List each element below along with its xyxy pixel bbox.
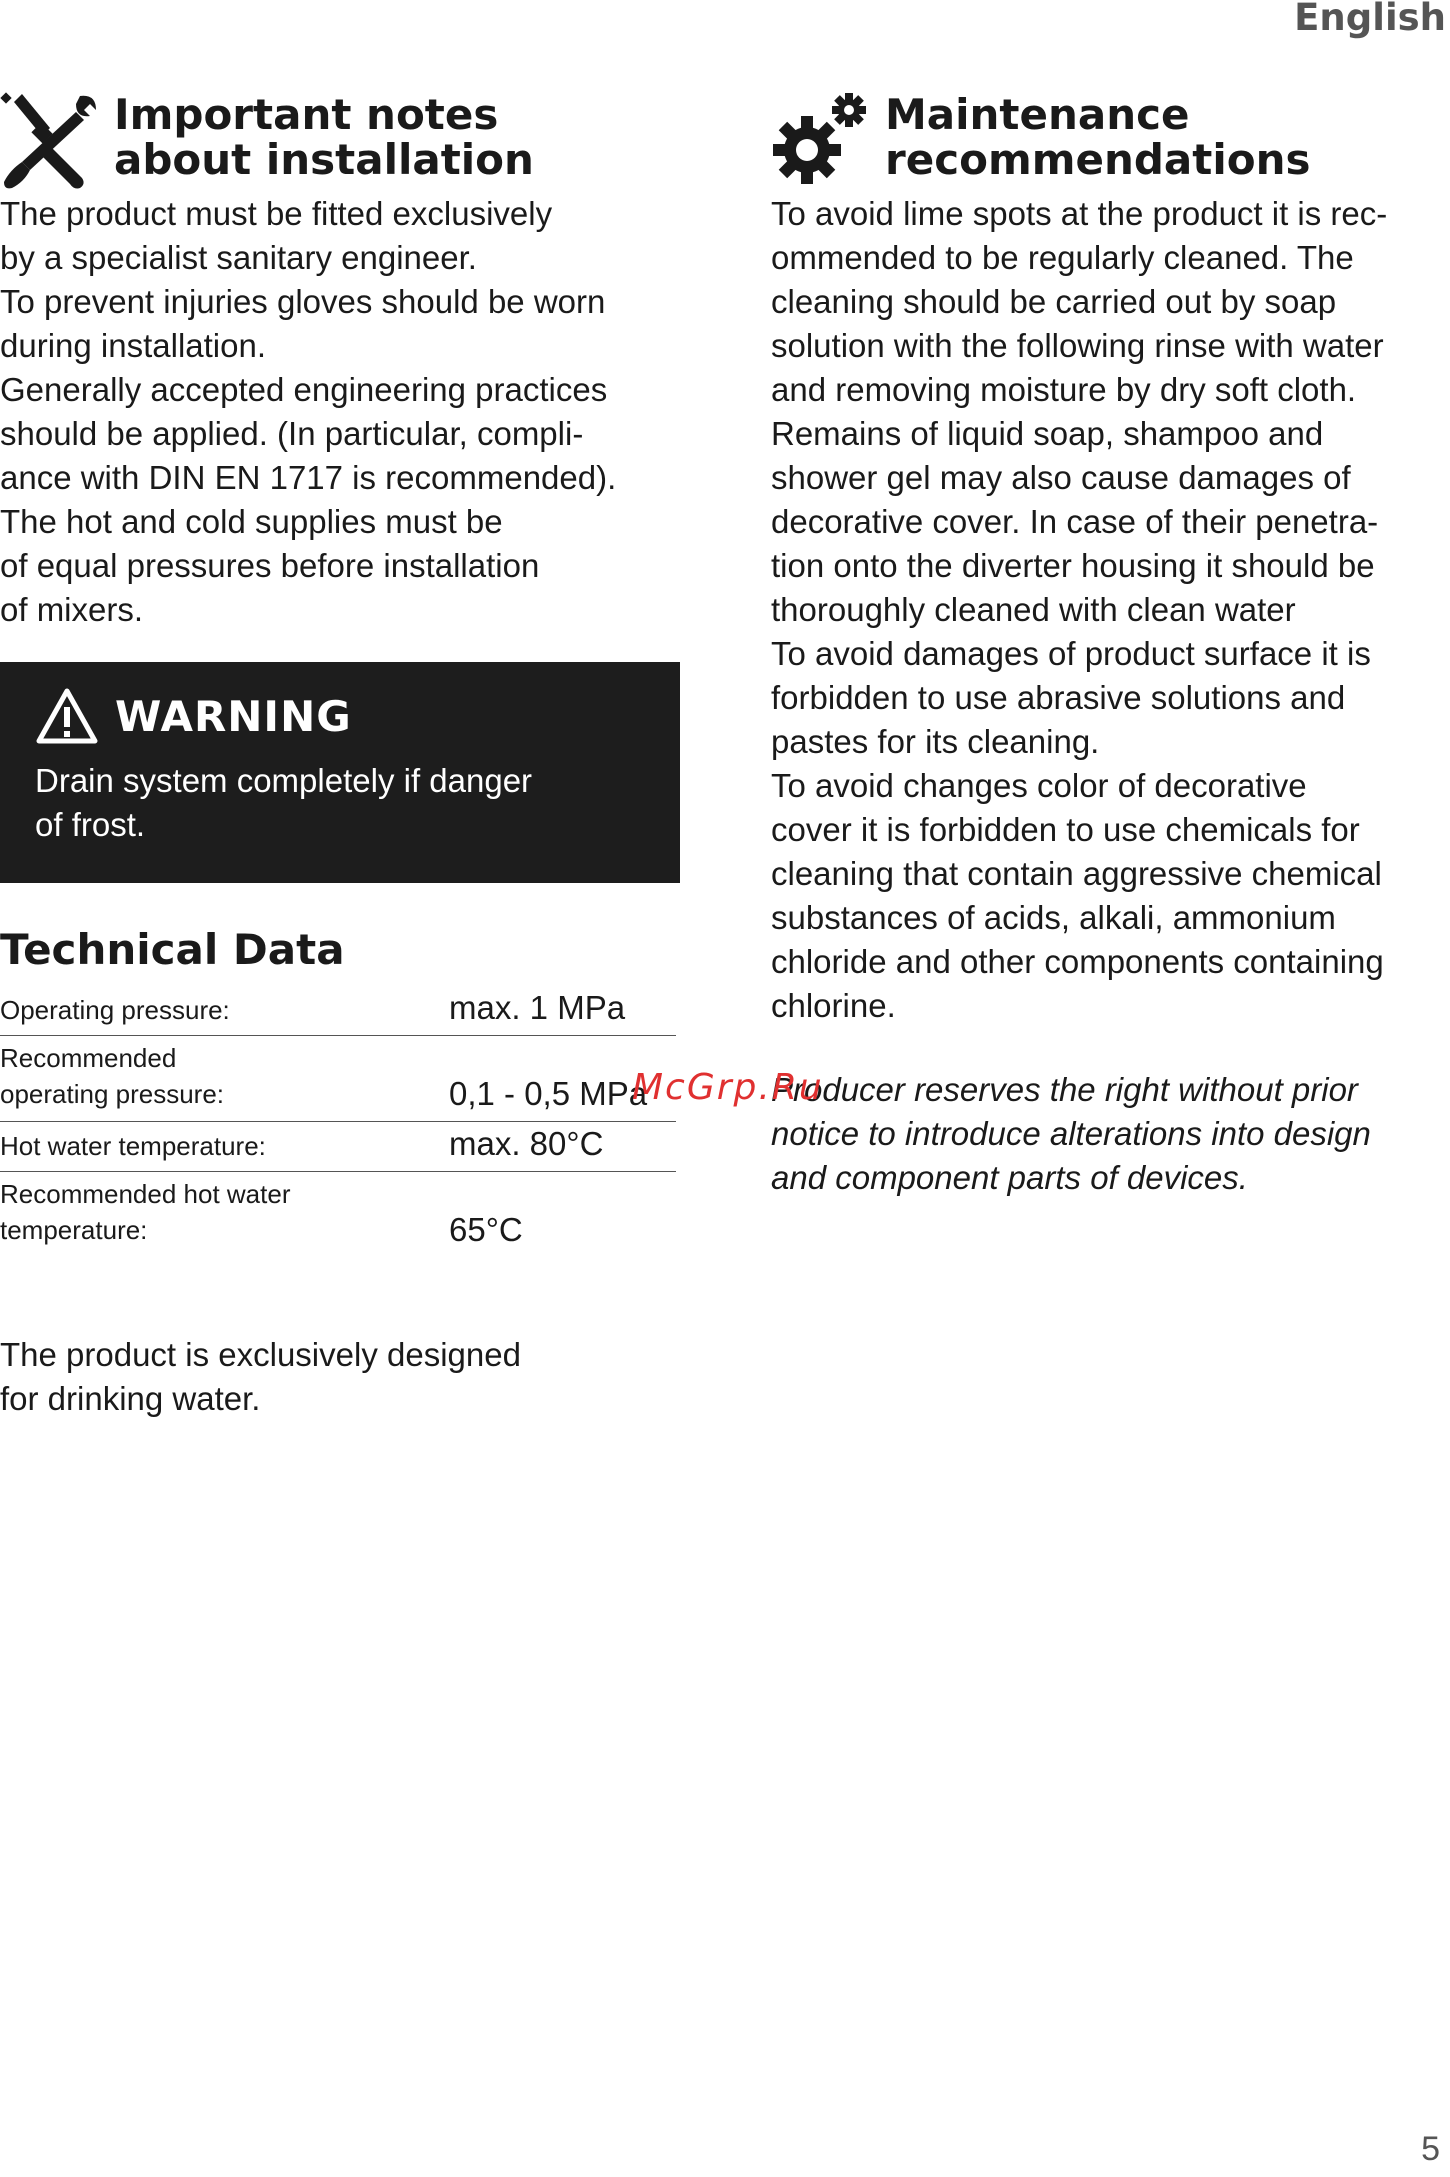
warning-header (35, 687, 352, 745)
tools-icon (0, 92, 100, 192)
row-label: Recommended operating pressure: (0, 1043, 225, 1109)
table-row (0, 1122, 676, 1172)
maintenance-section (771, 88, 1450, 1028)
producer-note: Producer reserves the right without prior notice to introduce alterations into design and component parts of devices. (771, 1071, 1371, 1196)
technical-data-title: Technical Data (0, 925, 345, 974)
row-label: Hot water temperature: (0, 1131, 266, 1161)
row-value: 0,1 - 0,5 MPa (449, 1075, 648, 1112)
language-label: English (1294, 0, 1446, 39)
installation-title: Important notes about installation (114, 90, 534, 184)
warning-box (0, 662, 680, 883)
row-value: max. 80°C (449, 1125, 604, 1162)
installation-section (0, 88, 690, 632)
warning-text: Drain system completely if danger of frost. (35, 762, 533, 843)
drinking-water-note: The product is exclusively designed for drinking water. (0, 1336, 521, 1417)
maintenance-text: To avoid lime spots at the product it is rec- ommended to be regularly cleaned. The cleaning should be carried out by soap solution with the following rinse with water and removing moisture by dry soft cloth. Remains of liquid soap, shampoo and shower gel may also cause damages of decorative cover. In case of their penetra- tion onto the diverter housing it should be thoroughly cleaned with clean water To avoid damages of product surface it is forbidden to use abrasive solutions and pastes for its cleaning. To avoid changes color of decorative cover it is forbidden to use chemicals for cleaning that contain aggressive chemical substances of acids, alkali, ammonium chloride and other components containing chlorine. (771, 195, 1388, 1024)
installation-header (0, 88, 690, 192)
installation-text: The product must be fitted exclusively by a specialist sanitary engineer. To prevent injuries gloves should be worn during installation. Generally accepted engineering practices should be applied. (In particular, compli- ance with DIN EN 1717 is recommended). The hot and cold supplies must be of equal pressures before installation of mixers. (0, 195, 617, 628)
table-row (0, 986, 676, 1036)
gears-icon (771, 92, 871, 192)
table-row (0, 1036, 676, 1122)
table-row (0, 1172, 676, 1257)
technical-data-table (0, 986, 676, 1257)
row-value: 65°C (449, 1211, 523, 1248)
row-value: max. 1 MPa (449, 989, 626, 1026)
warning-triangle-icon (35, 687, 99, 745)
maintenance-header (771, 88, 1450, 192)
warning-title: WARNING (115, 691, 352, 741)
row-label: Recommended hot water temperature: (0, 1179, 291, 1245)
watermark: McGrp.Ru (632, 1067, 824, 1108)
row-label: Operating pressure: (0, 995, 230, 1025)
page-number: 5 (1421, 2130, 1440, 2168)
maintenance-title: Maintenance recommendations (885, 90, 1311, 184)
